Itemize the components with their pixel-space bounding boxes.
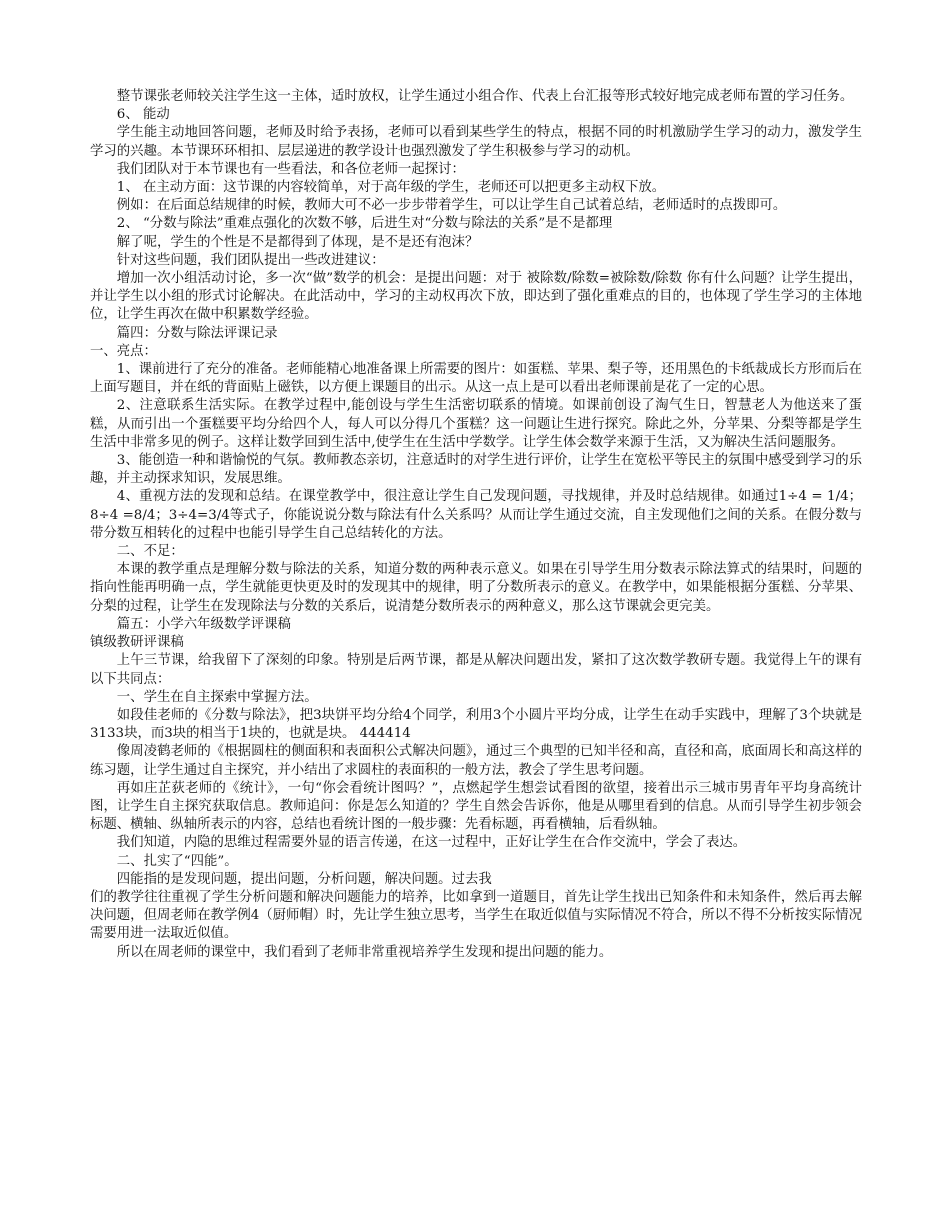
paragraph-11: 再如庄芷荻老师的《统计》，一句“你会看统计图吗？”，点燃起学生想尝试看图的欲望，接着出示三城市男青年平均身高统计图，让学生自主探究获取信息。教师追问：你是怎么知道的？学生自然会告诉你，他是从哪里看到的信息。从而引导学生初步领会标题、横轴、纵轴所表示的内容，总结也看统计图的一般步骤：先看标题，再看横轴，后看纵轴。: [90, 780, 862, 833]
paragraph-5: 针对这些问题，我们团队提出一些改进建议：: [116, 252, 385, 268]
paragraph-8: 上午三节课，给我留下了深刻的印象。特别是后两节课，都是从解决问题出发，紧扣了这次数学教研专题。我觉得上午的课有以下共同点：: [90, 653, 862, 687]
paragraph-4: 解了呢，学生的个性是不是都得到了体现，是不是还有泡沫？: [116, 234, 479, 250]
point-heading-2: 二、扎实了“四能”。: [116, 853, 238, 869]
paragraph-13: 四能指的是发现问题，提出问题，分析问题，解决问题。过去我: [116, 871, 492, 887]
highlight-item-1: 1、课前进行了充分的准备。老师能精心地准备课上所需要的图片：如蛋糕、苹果、梨子等，还用黑色的卡纸裁成长方形而后在上面写题目，并在纸的背面贴上磁铁，以方便上课题目的出示。从这一点上是可以看出老师课前是花了一定的心思。: [90, 362, 862, 396]
section-title-part5: 篇五：小学六年级数学评课稿: [116, 616, 291, 632]
highlight-item-3: 3、能创造一种和谐愉悦的气氛。教师教态亲切，注意适时的对学生进行评价，让学生在宽松平等民主的氛围中感受到学习的乐趣，并主动探求知识，发展思维。: [90, 453, 862, 487]
paragraph-3: 我们团队对于本节课也有一些看法，和各位老师一起探讨：: [116, 161, 465, 177]
paragraph-example: 例如：在后面总结规律的时候，教师大可不必一步步带着学生，可以让学生自己试着总结，老师适时的点拨即可。: [116, 198, 787, 214]
paragraph-15: 所以在周老师的课堂中，我们看到了老师非常重视培养学生发现和提出问题的能力。: [116, 944, 613, 960]
paragraph-2: 学生能主动地回答问题，老师及时给予表扬，老师可以看到某些学生的特点，根据不同的时机激励学生学习的动力，激发学生学习的兴趣。本节课环环相扣、层层递进的教学设计也强烈激发了学生积极参与学习的动机。: [90, 125, 862, 159]
highlight-item-4: 4、重视方法的发现和总结。在课堂教学中，很注意让学生自己发现问题，寻找规律，并及时总结规律。如通过1÷4 = 1/4； 8÷4 =8/4；3÷4=3/4等式子，你能说说分数与除法有什么关系吗？从而让学生通过交流，自主发现他们之间的关系。在假分数与带分数互相转化的过程中也能引导学生自己总结转化的方法。: [90, 489, 862, 541]
paragraph-12: 我们知道，内隐的思维过程需要外显的语言传递，在这一过程中，正好让学生在合作交流中，学会了表达。: [116, 835, 747, 851]
paragraph-6: 增加一次小组活动讨论，多一次“做”数学的机会：是提出问题：对于 被除数/除数=被除数/除数 你有什么问题？让学生提出，并让学生以小组的形式讨论解决。在此活动中，学习的主动权再次下放，即达到了强化重难点的目的，也体现了学生学习的主体地位，让学生再次在做中积累数学经验。: [90, 271, 862, 323]
subtitle-town-review: 镇级教研评课稿: [90, 635, 184, 651]
suggestion-item-2: 2、 “分数与除法”重难点强化的次数不够，后进生对“分数与除法的关系”是不是都理: [116, 216, 613, 232]
paragraph-10: 像周凌鹤老师的《根据圆柱的侧面积和表面积公式解决问题》，通过三个典型的已知半径和高，直径和高，底面周长和高这样的练习题，让学生通过自主探究，并小结出了求圆柱的表面积的一般方法，教会了学生思考问题。: [90, 744, 862, 778]
paragraph-14: 们的教学往往重视了学生分析问题和解决问题能力的培养，比如拿到一道题目，首先让学生找出已知条件和未知条件，然后再去解决问题，但周老师在教学例4（厨师帽）时，先让学生独立思考，当学生在取近似值与实际情况不符合，所以不得不分析按实际情况需要用进一法取近似值。: [90, 889, 862, 942]
suggestion-item-1: 1、 在主动方面：这节课的内容较简单，对于高年级的学生，老师还可以把更多主动权下放。: [116, 180, 666, 196]
paragraph-9: 如段佳老师的《分数与除法》，把3块饼平均分给4个同学，利用3个小圆片平均分成，让学生在动手实践中，理解了3个块就是3133块，而3块的相当于1块的，也就是块。 444414: [90, 707, 862, 742]
paragraph-1: 整节课张老师较关注学生这一主体，适时放权，让学生通过小组合作、代表上台汇报等形式较好地完成老师布置的学习任务。: [116, 89, 854, 104]
heading-shortcomings: 二、不足：: [116, 544, 184, 560]
point-heading-1: 一、学生在自主探索中掌握方法。: [116, 689, 318, 705]
section-title-part4: 篇四：分数与除法评课记录: [116, 325, 278, 341]
item-heading-6: 6、 能动: [116, 107, 170, 123]
paragraph-7: 本课的教学重点是理解分数与除法的关系，知道分数的两种表示意义。如果在引导学生用分数表示除法算式的结果时，问题的指向性能再明确一点，学生就能更快更及时的发现其中的规律，明了分数所表示的意义。在教学中，如果能根据分蛋糕、分苹果、分梨的过程，让学生在发现除法与分数的关系后，说清楚分数所表示的两种意义，那么这节课就会更完美。: [90, 562, 862, 614]
heading-highlights: 一、亮点：: [90, 343, 157, 359]
highlight-item-2: 2、注意联系生活实际。在教学过程中,能创设与学生生活密切联系的情境。如课前创设了淘气生日，智慧老人为他送来了蛋糕，从而引出一个蛋糕要平均分给四个人，每人可以分得几个蛋糕？这一问题让生进行探究。除此之外，分苹果、分梨等都是学生生活中非常多见的例子。这样让数学回到生活中,使学生在生活中学数学。让学生体会数学来源于生活，又为解决生活问题服务。: [90, 398, 862, 450]
